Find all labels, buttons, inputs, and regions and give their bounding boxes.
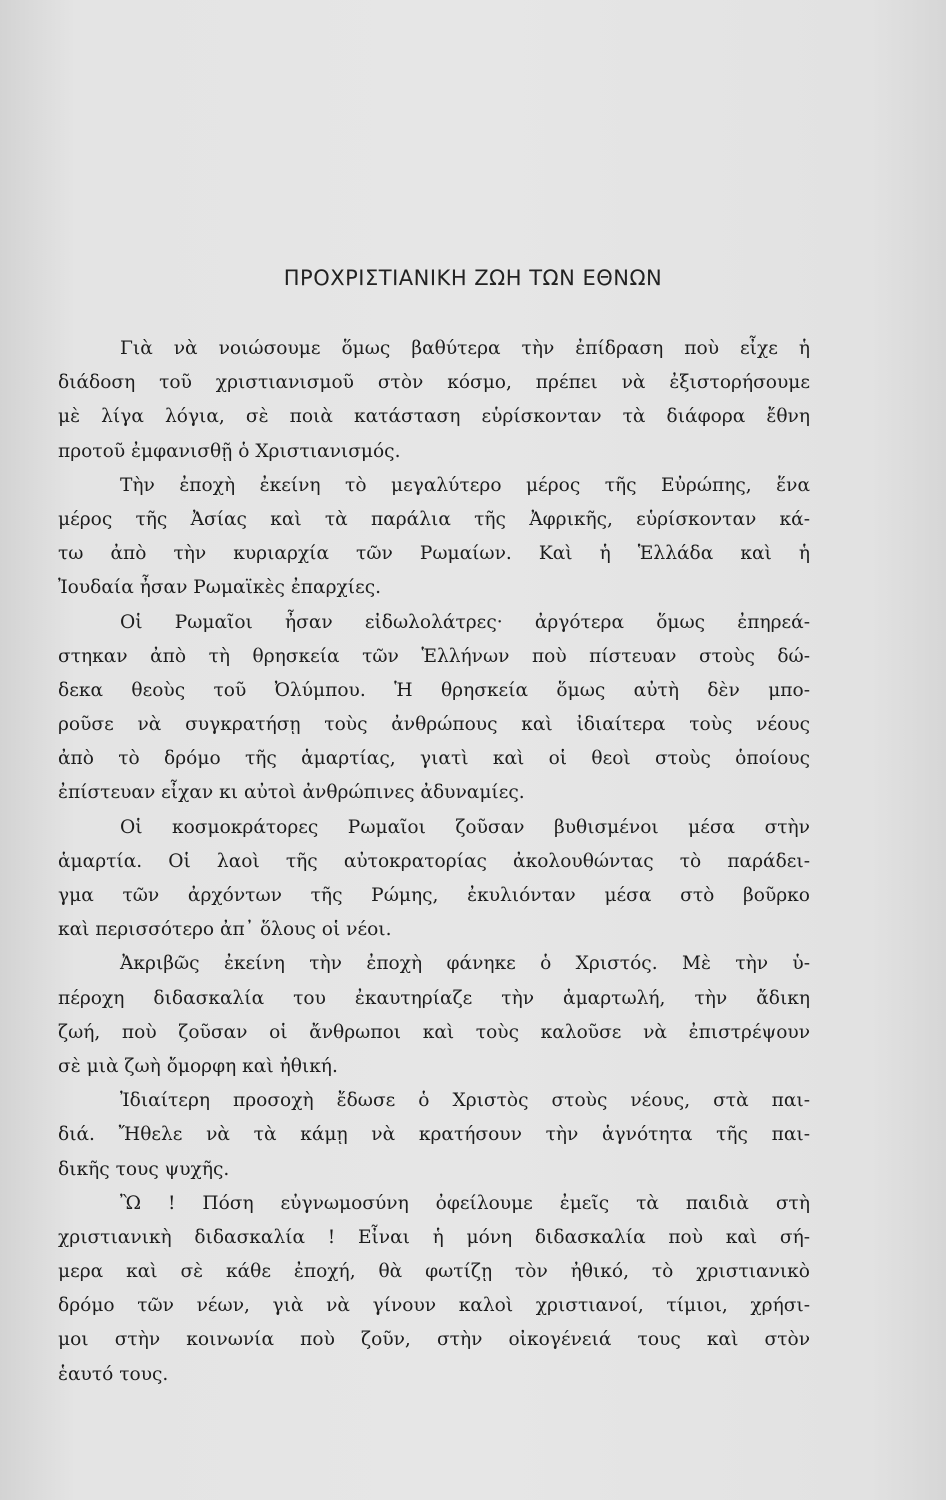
text-line: ἐπίστευαν εἶχαν κι αὐτοὶ ἀνθρώπινες ἀδυναμίες. (58, 782, 525, 804)
chapter-title: ΠΡΟΧΡΙΣΤΙΑΝΙΚΗ ΖΩΗ ΤΩΝ ΕΘΝΩΝ (283, 266, 663, 290)
text-line: Τὴν ἐποχὴ ἐκείνη τὸ μεγαλύτερο μέρος τῆς Εὐρώπης, ἕνα (120, 474, 810, 496)
text-line: ζωή, ποὺ ζοῦσαν οἱ ἄνθρωποι καὶ τοὺς καλοῦσε νὰ ἐπιστρέψουν (58, 1021, 810, 1043)
text-line: πέροχη διδασκαλία του ἐκαυτηρίαζε τὴν ἁμαρτωλή, τὴν ἄδικη (58, 987, 810, 1009)
paragraph (58, 947, 810, 1084)
text-line: Γιὰ νὰ νοιώσουμε ὅμως βαθύτερα τὴν ἐπίδραση ποὺ εἶχε ἡ (120, 338, 810, 359)
text-line: τω ἀπὸ τὴν κυριαρχία τῶν Ρωμαίων. Καὶ ἡ Ἑλλάδα καὶ ἡ (58, 543, 810, 565)
paragraph (58, 1084, 810, 1187)
paragraph (58, 469, 810, 606)
text-line: μέρος τῆς Ἀσίας καὶ τὰ παράλια τῆς Ἀφρικῆς, εὑρίσκονταν κά- (58, 508, 810, 530)
text-line: ἀπὸ τὸ δρόμο τῆς ἁμαρτίας, γιατὶ καὶ οἱ θεοὶ στοὺς ὁποίους (58, 748, 810, 770)
text-line: προτοῦ ἐμφανισθῇ ὁ Χριστιανισμός. (58, 440, 401, 462)
text-line: μερα καὶ σὲ κάθε ἐποχή, θὰ φωτίζῃ τὸν ἠθικό, τὸ χριστιανικὸ (58, 1261, 810, 1283)
text-line: στηκαν ἀπὸ τὴ θρησκεία τῶν Ἑλλήνων ποὺ πίστευαν στοὺς δώ- (58, 645, 810, 667)
text-line: μοι στὴν κοινωνία ποὺ ζοῦν, στὴν οἰκογένειά τους καὶ στὸν (58, 1329, 810, 1351)
text-line: διά. Ἤθελε νὰ τὰ κάμῃ νὰ κρατήσουν τὴν ἁγνότητα τῆς παι- (58, 1124, 810, 1146)
text-line: διάδοση τοῦ χριστιανισμοῦ στὸν κόσμο, πρέπει νὰ ἐξιστορήσουμε (58, 372, 810, 394)
text-line: Οἱ Ρωμαῖοι ἦσαν εἰδωλολάτρες· ἀργότερα ὅμως ἐπηρεά- (120, 611, 810, 633)
text-line: Ἰδιαίτερη προσοχὴ ἔδωσε ὁ Χριστὸς στοὺς νέους, στὰ παι- (120, 1090, 810, 1112)
text-line: Ἀκριβῶς ἐκείνη τὴν ἐποχὴ φάνηκε ὁ Χριστός. Μὲ τὴν ὑ- (120, 953, 810, 975)
text-line: γμα τῶν ἀρχόντων τῆς Ρώμης, ἐκυλιόνταν μέσα στὸ βοῦρκο (58, 885, 810, 906)
text-line: Ἰουδαία ἦσαν Ρωμαϊκὲς ἐπαρχίες. (58, 577, 382, 599)
paragraph (58, 606, 810, 811)
text-line: Ὢ ! Πόση εὐγνωμοσύνη ὀφείλουμε ἐμεῖς τὰ παιδιὰ στὴ (120, 1192, 810, 1214)
text-line: δικῆς τους ψυχῆς. (58, 1158, 230, 1180)
text-line: δεκα θεοὺς τοῦ Ὀλύμπου. Ἡ θρησκεία ὅμως αὐτὴ δὲν μπο- (58, 679, 810, 701)
paragraph (58, 332, 810, 469)
paragraph (58, 811, 810, 948)
text-line: σὲ μιὰ ζωὴ ὄμορφη καὶ ἠθική. (58, 1055, 338, 1077)
paragraph (58, 1187, 810, 1392)
text-line: δρόμο τῶν νέων, γιὰ νὰ γίνουν καλοὶ χριστιανοί, τίμιοι, χρήσι- (58, 1295, 810, 1317)
text-line: καὶ περισσότερο ἀπ᾿ ὅλους οἱ νέοι. (58, 919, 392, 941)
body-text (58, 332, 810, 1392)
text-line: ἁμαρτία. Οἱ λαοὶ τῆς αὐτοκρατορίας ἀκολουθώντας τὸ παράδει- (58, 850, 810, 872)
text-line: μὲ λίγα λόγια, σὲ ποιὰ κατάσταση εὑρίσκονταν τὰ διάφορα ἔθνη (58, 406, 810, 428)
text-line: ἑαυτό τους. (58, 1363, 169, 1385)
text-line: Οἱ κοσμοκράτορες Ρωμαῖοι ζοῦσαν βυθισμένοι μέσα στὴν (120, 816, 810, 838)
text-line: ροῦσε νὰ συγκρατήσῃ τοὺς ἀνθρώπους καὶ ἰδιαίτερα τοὺς νέους (58, 714, 810, 736)
text-line: χριστιανικὴ διδασκαλία ! Εἶναι ἡ μόνη διδασκαλία ποὺ καὶ σή- (58, 1226, 810, 1248)
